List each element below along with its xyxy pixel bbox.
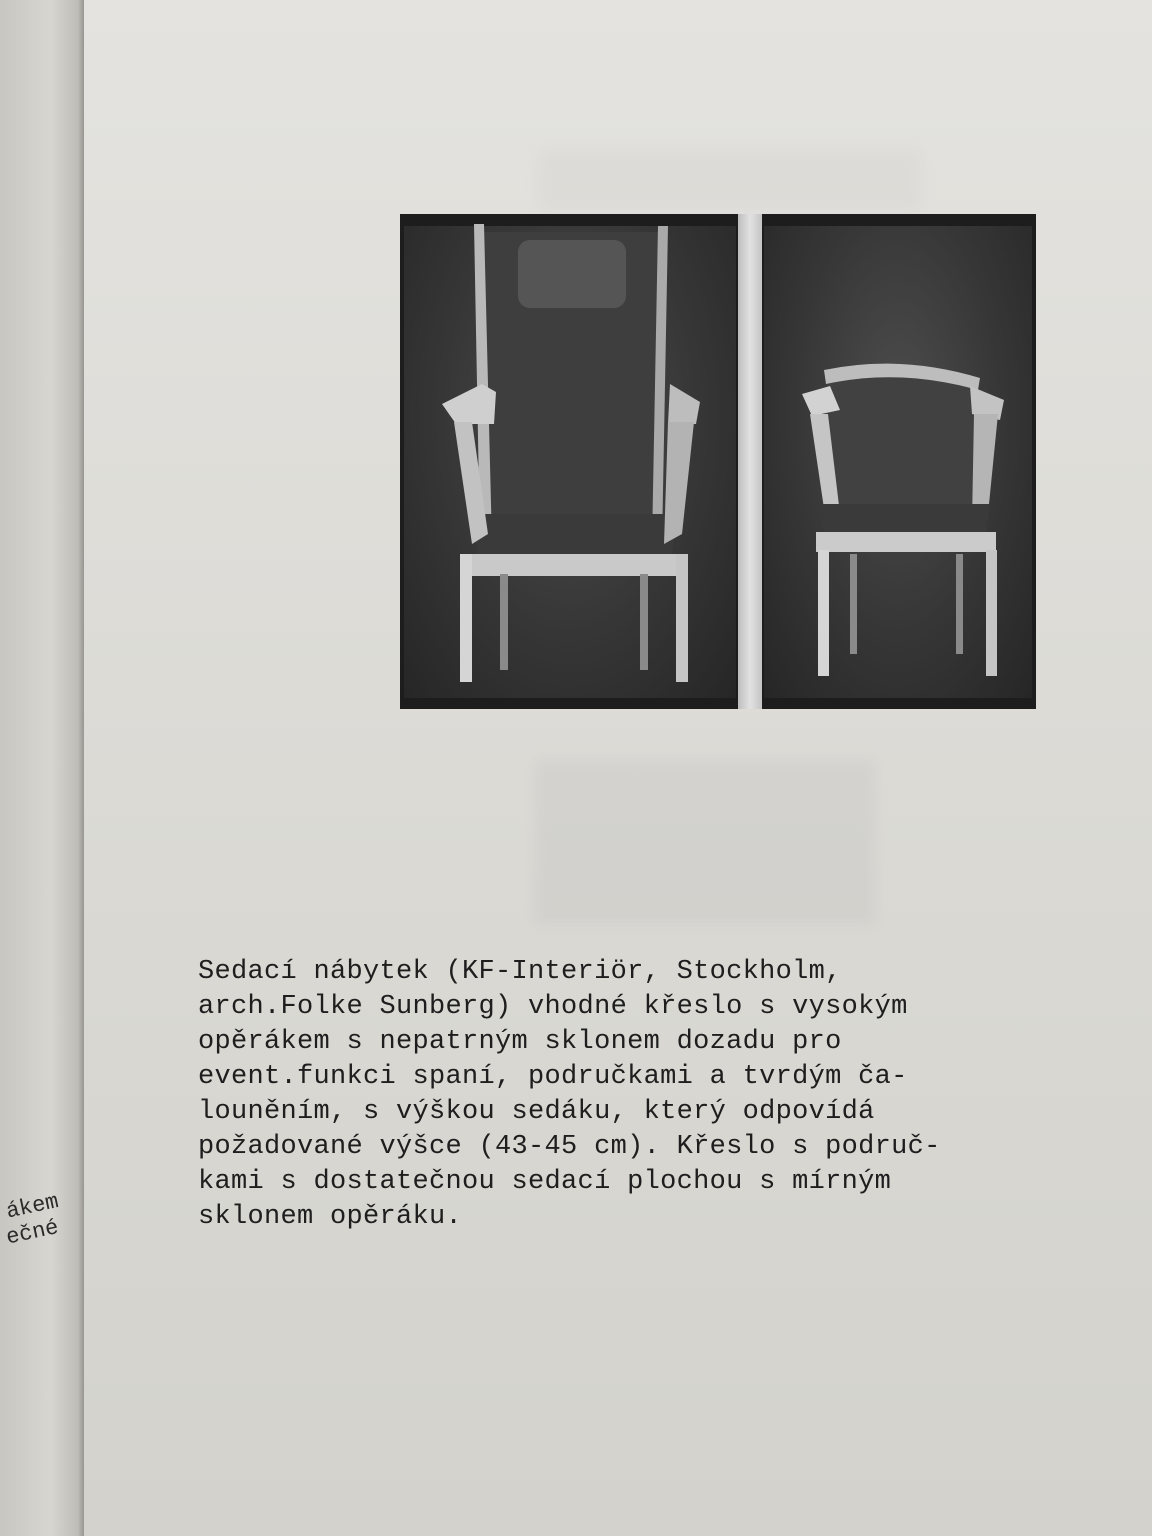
caption-line: sklonem opěráku. (198, 1202, 463, 1232)
caption-line: opěrákem s nepatrným sklonem dozadu pro (198, 1027, 842, 1057)
show-through-shadow (535, 760, 875, 925)
caption-line: požadované výšce (43-45 cm). Křeslo s područ- (198, 1132, 941, 1162)
photo-caption (198, 955, 1098, 1235)
facing-page-fragment: ákem (4, 1189, 61, 1225)
chair-illustrations (400, 214, 1036, 709)
caption-line: Sedací nábytek (KF-Interiör, Stockholm, (198, 957, 842, 987)
caption-line: louněním, s výškou sedáku, který odpovídá (198, 1097, 875, 1127)
facing-page-fragment: ečné (4, 1215, 61, 1251)
caption-line: kami s dostatečnou sedací plochou s mírným (198, 1167, 892, 1197)
armchair-icon (802, 364, 1004, 676)
show-through-shadow (540, 150, 920, 210)
high-back-chair-icon (442, 224, 700, 682)
chairs-photograph (400, 214, 1036, 709)
caption-line: arch.Folke Sunberg) vhodné křeslo s vysokým (198, 992, 908, 1022)
caption-line: event.funkci spaní, područkami a tvrdým ča- (198, 1062, 908, 1092)
page-fold-shadow (78, 0, 84, 1536)
facing-page-edge (0, 0, 84, 1536)
